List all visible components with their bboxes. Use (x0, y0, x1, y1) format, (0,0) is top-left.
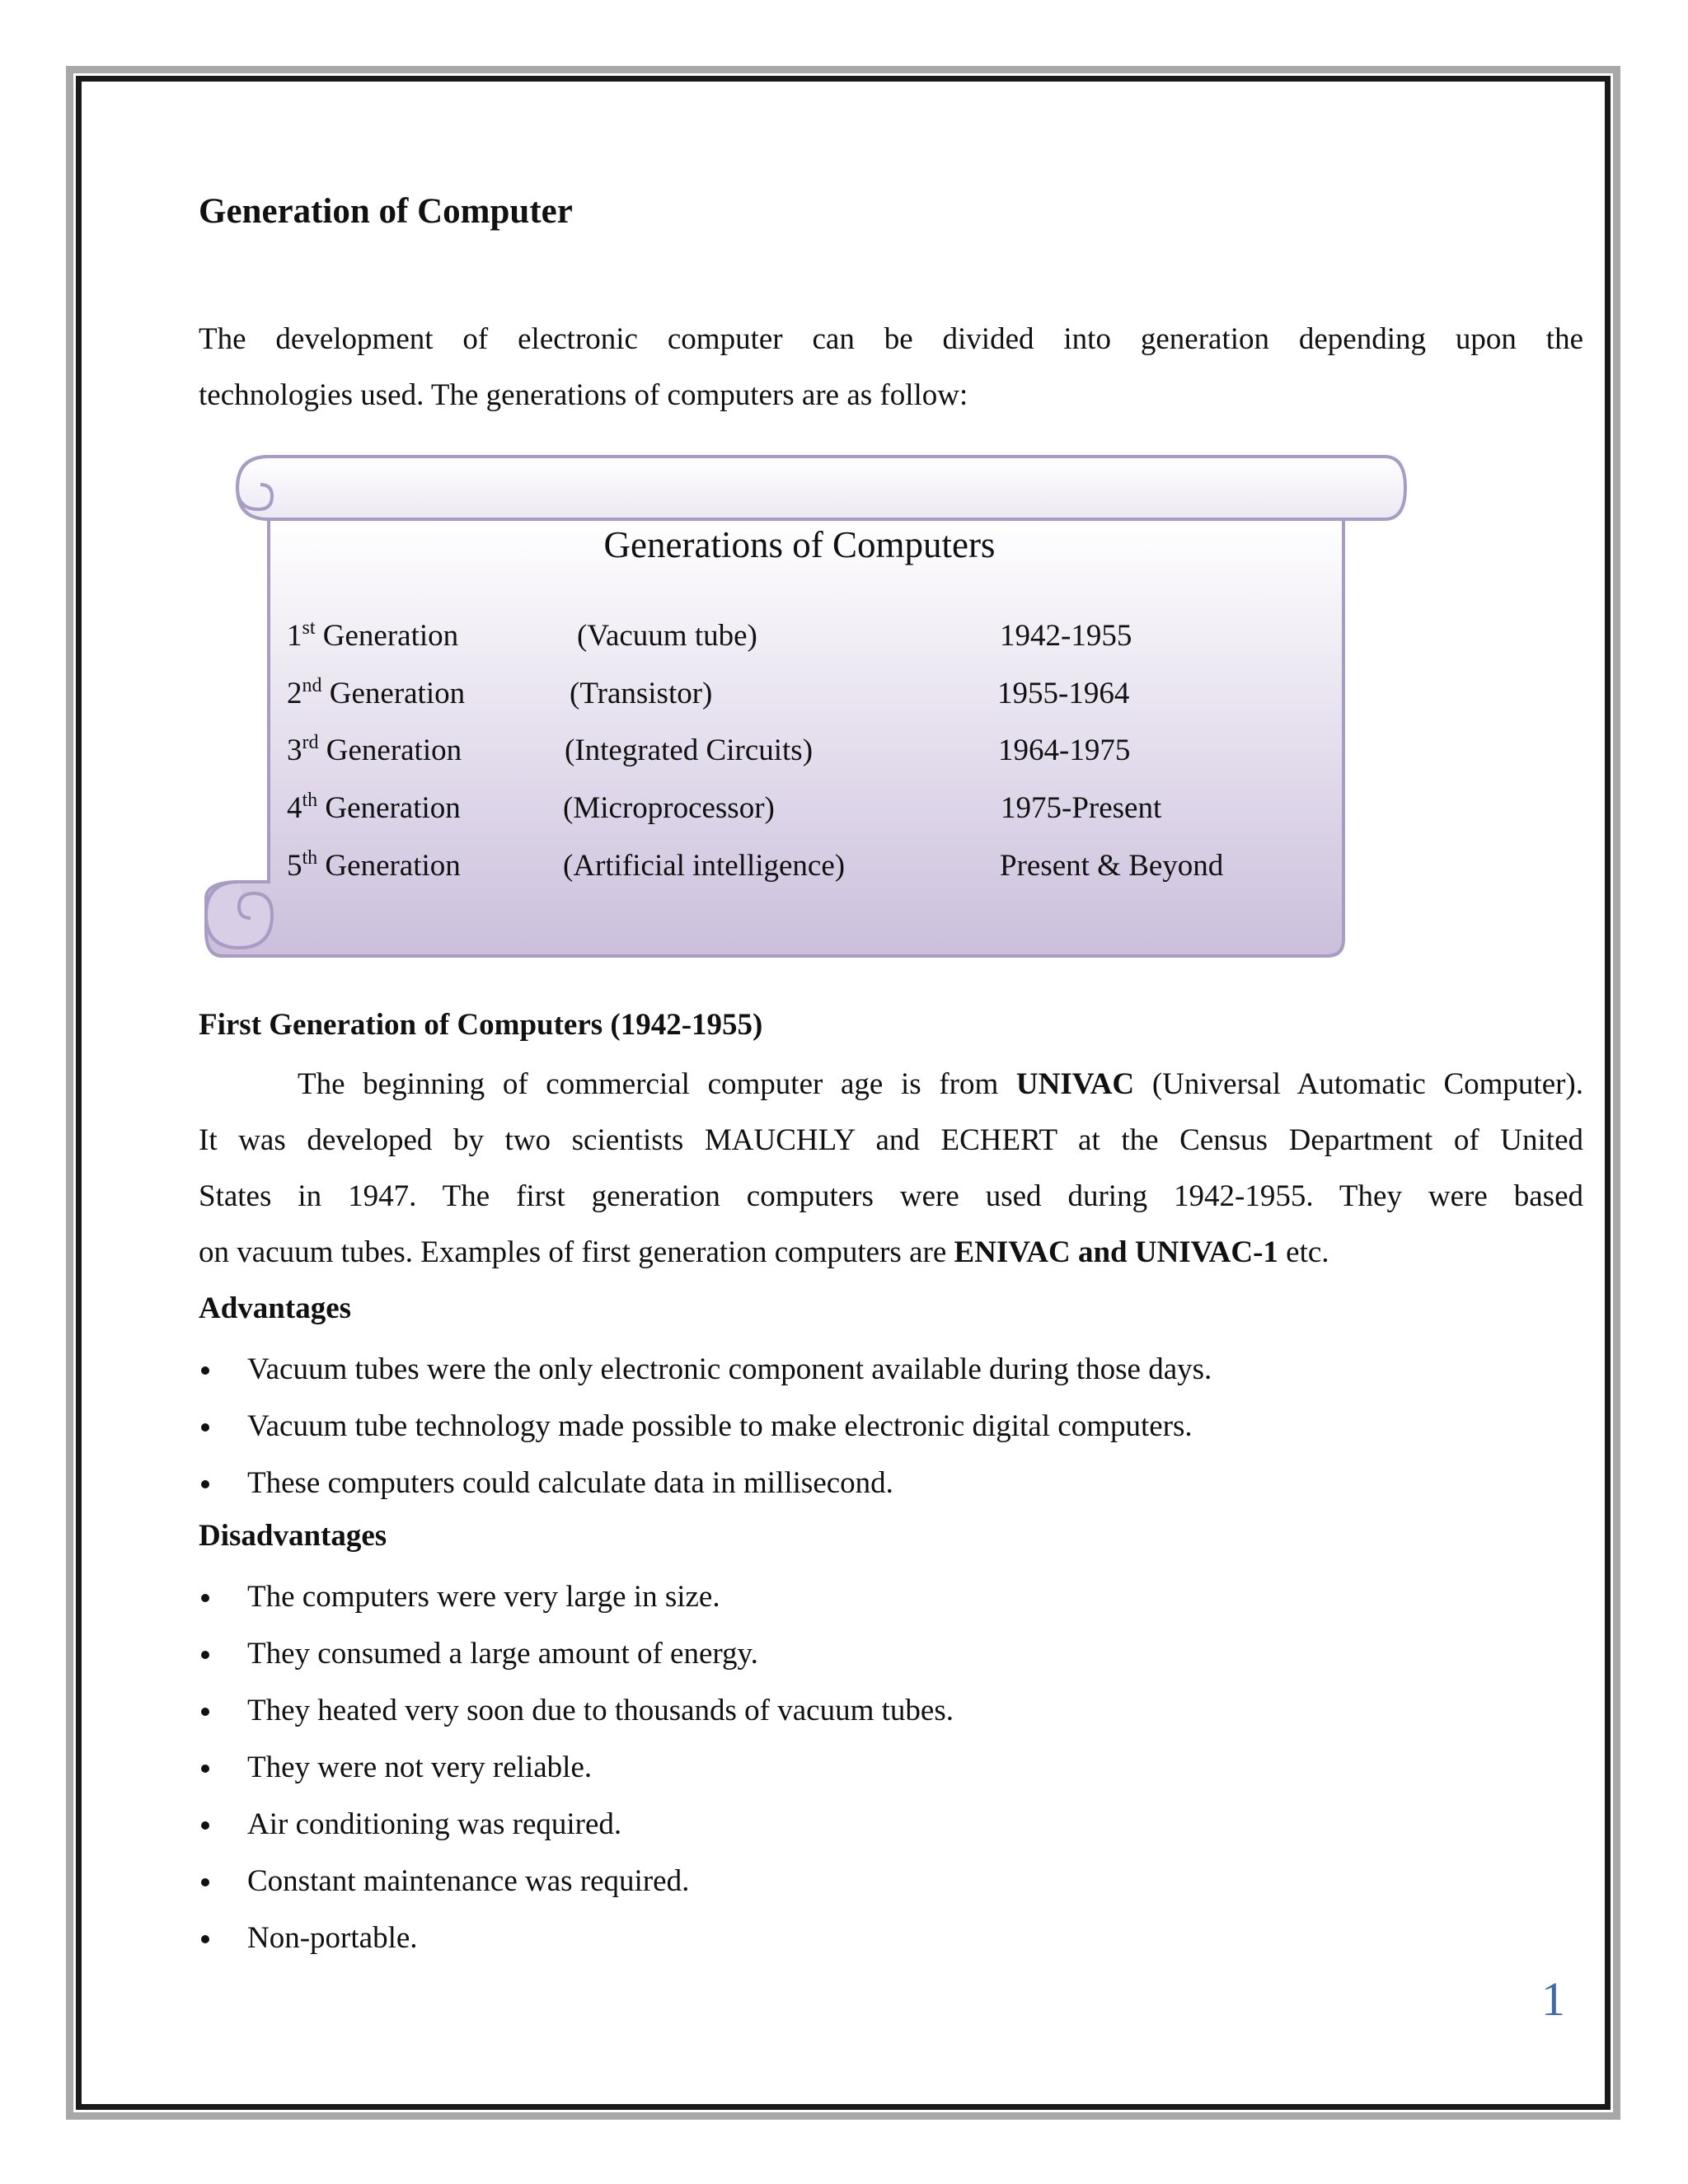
intro-line-1: The development of electronic computer can be divided into generation depending upon the (199, 322, 1583, 356)
list-item: Vacuum tube technology made possible to make electronic digital computers. (199, 1398, 1212, 1455)
scroll-title: Generations of Computers (603, 524, 996, 565)
generation-years: 1955-1964 (997, 677, 1130, 710)
generation-name: 2nd Generation (287, 675, 466, 710)
generation-technology: (Transistor) (570, 677, 713, 710)
first-gen-paragraph (199, 1057, 1583, 1281)
generations-scroll (198, 445, 1418, 964)
list-item: Constant maintenance was required. (199, 1853, 954, 1910)
first-gen-line-4: on vacuum tubes. Examples of first generation computers are ENIVAC and UNIVAC-1 etc. (199, 1235, 1329, 1269)
list-item: They consumed a large amount of energy. (199, 1625, 954, 1682)
generation-years: 1942-1955 (1000, 619, 1132, 653)
list-item: They were not very reliable. (199, 1739, 954, 1796)
generation-years: Present & Beyond (1000, 849, 1224, 883)
intro-paragraph (199, 312, 1583, 424)
first-gen-line-2: It was developed by two scientists MAUCHLY and ECHERT at the Census Department of United (199, 1123, 1583, 1157)
advantages-heading: Advantages (199, 1291, 352, 1325)
list-item: These computers could calculate data in millisecond. (199, 1455, 1212, 1511)
generation-technology: (Vacuum tube) (577, 619, 757, 653)
generation-years: 1964-1975 (998, 733, 1131, 767)
list-item: Air conditioning was required. (199, 1796, 954, 1853)
generation-years: 1975-Present (1001, 791, 1162, 825)
disadvantages-heading: Disadvantages (199, 1519, 387, 1553)
generation-technology: (Integrated Circuits) (565, 733, 814, 767)
list-item: Vacuum tubes were the only electronic component available during those days. (199, 1341, 1212, 1398)
page-title: Generation of Computer (199, 192, 573, 231)
list-item: Non-portable. (199, 1910, 954, 1966)
page-number: 1 (1541, 1972, 1565, 2026)
generation-name: 3rd Generation (287, 732, 462, 767)
list-item: The computers were very large in size. (199, 1568, 954, 1625)
disadvantages-list (199, 1568, 954, 1966)
advantages-list (199, 1341, 1212, 1511)
list-item: They heated very soon due to thousands of vacuum tubes. (199, 1682, 954, 1739)
first-gen-line-1: The beginning of commercial computer age is from UNIVAC (Universal Automatic Computer). (298, 1067, 1584, 1101)
generation-name: 5th Generation (287, 847, 461, 883)
generation-name: 4th Generation (287, 790, 461, 825)
intro-line-2: technologies used. The generations of computers are as follow: (199, 378, 968, 412)
generation-name: 1st Generation (287, 617, 459, 653)
first-gen-line-3: States in 1947. The first generation computers were used during 1942-1955. They were based (199, 1179, 1583, 1213)
first-gen-heading: First Generation of Computers (1942-1955) (199, 1008, 763, 1042)
generation-technology: (Microprocessor) (563, 791, 775, 825)
generation-technology: (Artificial intelligence) (563, 849, 846, 883)
